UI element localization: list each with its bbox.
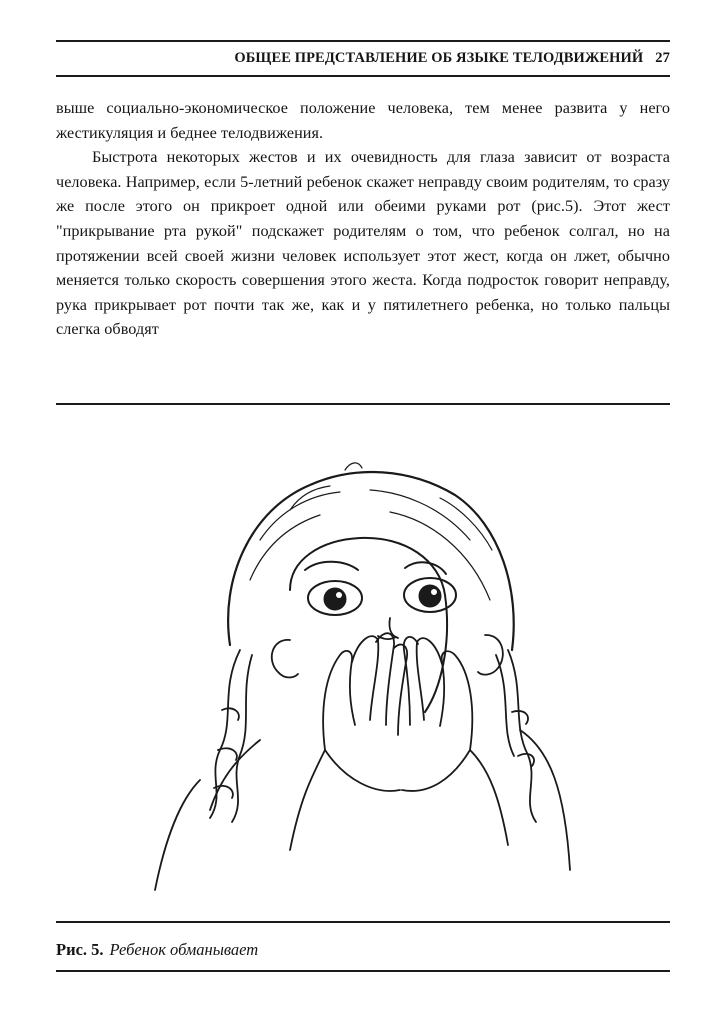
hair-outline [228, 472, 514, 650]
left-eyebrow [305, 562, 358, 570]
right-eye [404, 578, 456, 612]
figure-rule-top [56, 403, 670, 405]
right-hand [402, 637, 472, 791]
hair-strands [250, 463, 492, 600]
left-ear [272, 640, 298, 678]
clothing [155, 730, 570, 890]
header-rule-bottom [56, 75, 670, 77]
left-eye [308, 581, 362, 615]
caption-text: Ребенок обманывает [109, 940, 259, 959]
running-header [56, 50, 670, 67]
body-text [56, 96, 670, 342]
caption-rule-bottom [56, 970, 670, 972]
left-hand [323, 633, 407, 791]
figure-caption [56, 940, 258, 960]
caption-label: Рис. 5. [56, 940, 104, 959]
figure-rule-bottom [56, 921, 670, 923]
paragraph-2: Быстрота некоторых жестов и их очевидность для глаза зависит от возраста человека. Например, если 5-летний ребенок скажет неправду своим родителям, то сразу же после этого он прикроет одной или обеими руками рот (рис.5). Этот жест "прикрывание рта рукой" подскажет родителям о том, что ребенок солгал, но на протяжении всей своей жизни человек использует этот жест, когда он лжет, обычно меняется только скорость совершения этого жеста. Когда подросток говорит неправду, рука прикрывает рот почти так же, как и у пятилетнего ребенка, но только пальцы слегка обводят [56, 148, 670, 339]
right-braid [496, 650, 536, 822]
header-title: ОБЩЕЕ ПРЕДСТАВЛЕНИЕ ОБ ЯЗЫКЕ ТЕЛОДВИЖЕНИЙ [234, 50, 644, 66]
page-number: 27 [655, 50, 670, 66]
right-eyebrow [405, 562, 446, 574]
child-covering-mouth-illustration [140, 450, 580, 910]
header-rule-top [56, 40, 670, 42]
paragraph-1: выше социально-экономическое положение человека, тем менее развита у него жестикуляция и беднее телодвижения. [56, 99, 670, 142]
right-ear [478, 635, 503, 675]
left-braid [210, 650, 252, 822]
